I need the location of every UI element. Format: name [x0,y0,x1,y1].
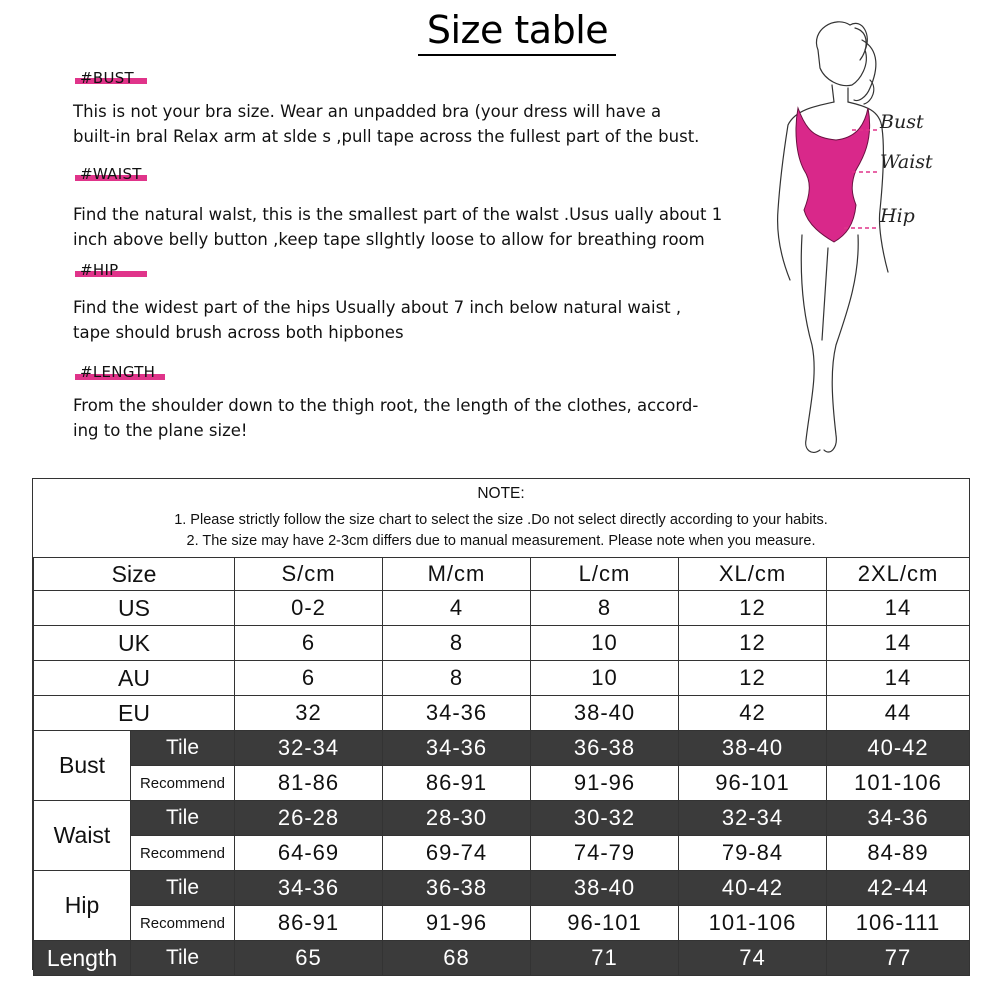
table-cell: 68 [383,941,531,976]
row-label: AU [34,661,235,696]
row-label: Recommend [131,836,235,871]
table-cell: 6 [235,661,383,696]
header-cell: M/cm [383,558,531,591]
table-cell: 74-79 [531,836,679,871]
header-cell: S/cm [235,558,383,591]
table-row [34,836,970,871]
row-label: Tile [131,731,235,766]
table-row [34,906,970,941]
group-label: Length [34,941,131,976]
table-cell: 12 [679,591,827,626]
table-cell: 106-111 [827,906,970,941]
note-line: 1. Please strictly follow the size chart to select the size .Do not select directly according to your habits. [174,512,828,528]
table-cell: 64-69 [235,836,383,871]
waist-label: Waist [880,151,933,173]
body-measurement-illustration [740,10,990,460]
table-cell: 12 [679,661,827,696]
size-chart [32,478,970,970]
table-row [34,696,970,731]
row-label: Tile [131,801,235,836]
note-title: NOTE: [477,485,525,502]
group-label: Waist [34,801,131,871]
section-text [73,202,723,252]
bust-label: Bust [880,111,924,133]
table-cell: 30-32 [531,801,679,836]
table-cell: 91-96 [531,766,679,801]
row-label: UK [34,626,235,661]
row-label: US [34,591,235,626]
section-heading: #HIP [80,261,119,279]
row-label: Tile [131,941,235,976]
table-cell: 86-91 [235,906,383,941]
table-cell: 42-44 [827,871,970,906]
table-cell: 34-36 [235,871,383,906]
table-cell: 38-40 [679,731,827,766]
text-line: tape should brush across both hipbones [73,323,404,342]
page-title: Size table [426,8,609,52]
table-cell: 44 [827,696,970,731]
table-cell: 0-2 [235,591,383,626]
table-cell: 34-36 [383,696,531,731]
header-cell: L/cm [531,558,679,591]
table-cell: 12 [679,626,827,661]
table-cell: 91-96 [383,906,531,941]
table-cell: 40-42 [827,731,970,766]
section-heading: #BUST [80,69,135,87]
table-cell: 32-34 [679,801,827,836]
table-cell: 74 [679,941,827,976]
size-table [33,557,970,976]
row-label: Recommend [131,906,235,941]
table-row [34,871,970,906]
table-cell: 10 [531,626,679,661]
table-cell: 10 [531,661,679,696]
text-line: ing to the plane size! [73,421,248,440]
group-label: Hip [34,871,131,941]
table-cell: 96-101 [531,906,679,941]
table-row [34,591,970,626]
table-cell: 14 [827,626,970,661]
table-cell: 101-106 [679,906,827,941]
table-cell: 36-38 [531,731,679,766]
text-line: From the shoulder down to the thigh root, the length of the clothes, accord- [73,396,699,415]
table-cell: 38-40 [531,696,679,731]
header-cell: Size [34,558,235,591]
section-heading: #LENGTH [80,363,156,381]
table-cell: 26-28 [235,801,383,836]
section-text [73,99,700,149]
table-cell: 8 [531,591,679,626]
table-header-row [34,558,970,591]
text-line: Find the widest part of the hips Usually about 7 inch below natural waist , [73,298,682,317]
text-line: inch above belly button ,keep tape sllghtly loose to allow for breathing room [73,230,705,249]
table-cell: 34-36 [827,801,970,836]
text-line: Find the natural walst, this is the smallest part of the walst .Usus ually about 1 [73,205,723,224]
table-row [34,766,970,801]
table-cell: 36-38 [383,871,531,906]
table-cell: 32-34 [235,731,383,766]
title-underline [418,54,616,56]
note-box [33,479,969,558]
table-cell: 81-86 [235,766,383,801]
table-cell: 42 [679,696,827,731]
table-cell: 65 [235,941,383,976]
row-label: EU [34,696,235,731]
text-line: This is not your bra size. Wear an unpadded bra (your dress will have a [73,102,662,121]
header-cell: 2XL/cm [827,558,970,591]
table-row [34,941,970,976]
table-row [34,731,970,766]
table-cell: 101-106 [827,766,970,801]
group-label: Bust [34,731,131,801]
table-cell: 38-40 [531,871,679,906]
table-row [34,661,970,696]
table-cell: 69-74 [383,836,531,871]
section-heading: #WAIST [80,165,142,183]
table-row [34,626,970,661]
table-cell: 14 [827,591,970,626]
row-label: Tile [131,871,235,906]
table-cell: 34-36 [383,731,531,766]
section-text [73,393,699,443]
row-label: Recommend [131,766,235,801]
text-line: built-in bral Relax arm at slde s ,pull tape across the fullest part of the bust. [73,127,700,146]
table-cell: 32 [235,696,383,731]
table-cell: 8 [383,661,531,696]
table-cell: 28-30 [383,801,531,836]
table-cell: 6 [235,626,383,661]
table-cell: 71 [531,941,679,976]
table-cell: 86-91 [383,766,531,801]
table-cell: 96-101 [679,766,827,801]
table-cell: 79-84 [679,836,827,871]
note-line: 2. The size may have 2-3cm differs due to manual measurement. Please note when you measure. [186,533,816,549]
table-cell: 77 [827,941,970,976]
section-text [73,295,693,345]
table-row [34,801,970,836]
table-cell: 4 [383,591,531,626]
header-cell: XL/cm [679,558,827,591]
table-cell: 84-89 [827,836,970,871]
table-cell: 40-42 [679,871,827,906]
hip-label: Hip [880,205,915,227]
table-cell: 8 [383,626,531,661]
table-cell: 14 [827,661,970,696]
